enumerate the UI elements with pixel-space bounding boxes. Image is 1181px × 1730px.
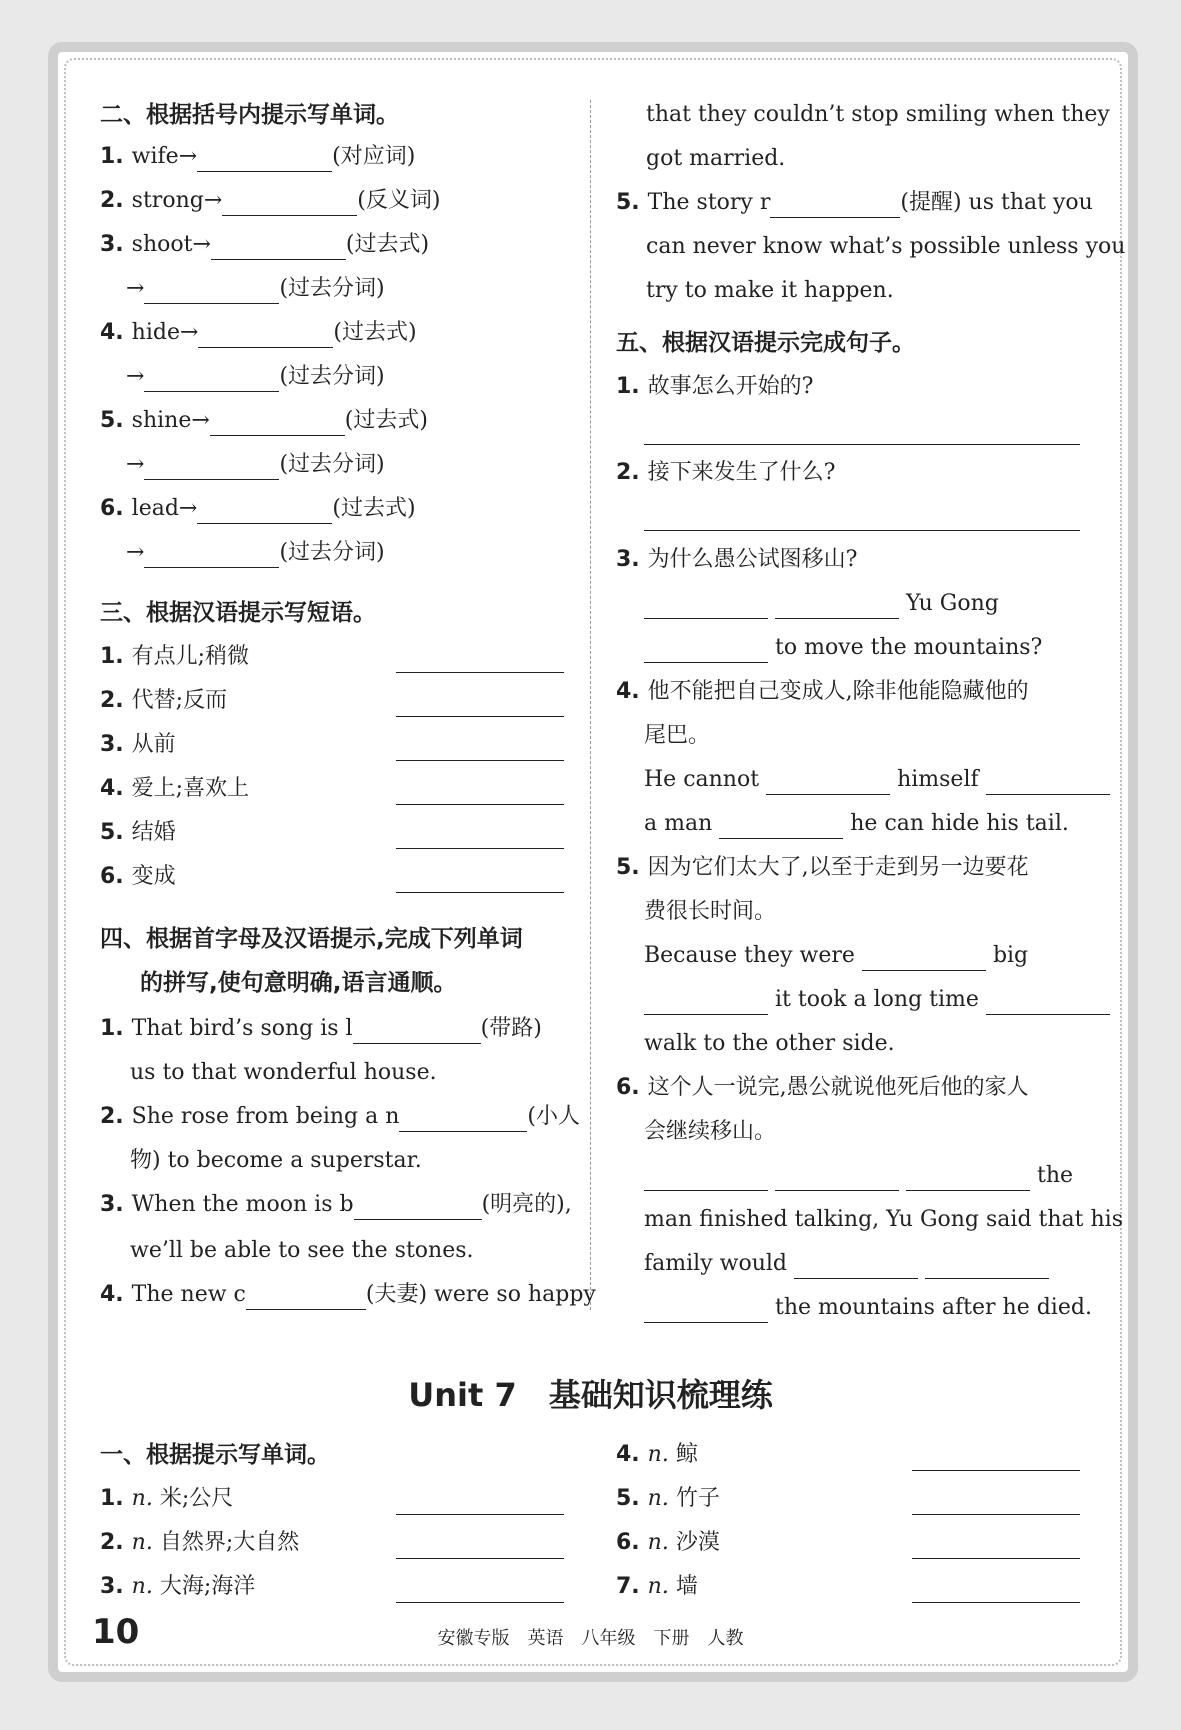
answer-blank[interactable] <box>353 1017 481 1044</box>
answer-blank[interactable] <box>144 277 279 304</box>
s4-heading-line2: 的拼写,使句意明确,语言通顺。 <box>140 970 457 996</box>
s5-q4-line2: a man he can hide his tail. <box>644 809 1069 839</box>
s3-item-5: 5. 结婚 <box>100 820 176 845</box>
answer-blank[interactable] <box>198 321 333 348</box>
answer-blank[interactable] <box>396 804 564 805</box>
s3-item-1: 1. 有点儿;稍微 <box>100 644 250 669</box>
answer-blank[interactable] <box>912 1602 1080 1603</box>
s5-q5: 5. 因为它们太大了,以至于走到另一边要花 <box>616 855 1029 880</box>
s2-item-4-sub: → (过去分词) <box>126 362 385 392</box>
answer-blank[interactable] <box>144 365 279 392</box>
answer-blank[interactable] <box>210 409 345 436</box>
page-number: 10 <box>92 1612 140 1652</box>
column-divider <box>590 100 591 1310</box>
unit-item-3: 3. n. 大海;海洋 <box>100 1574 256 1599</box>
s5-q2: 2. 接下来发生了什么? <box>616 460 836 485</box>
answer-blank[interactable] <box>912 1514 1080 1515</box>
s5-q3: 3. 为什么愚公试图移山? <box>616 547 858 572</box>
unit-item-2: 2. n. 自然界;大自然 <box>100 1530 300 1555</box>
unit-heading: 一、根据提示写单词。 <box>100 1442 330 1468</box>
s5-q6-line3: family would <box>644 1249 1049 1279</box>
unit-item-1: 1. n. 米;公尺 <box>100 1486 234 1511</box>
answer-blank[interactable] <box>912 1470 1080 1471</box>
s5-heading: 五、根据汉语提示完成句子。 <box>616 330 915 356</box>
answer-blank[interactable] <box>197 497 332 524</box>
answer-blank[interactable] <box>396 760 564 761</box>
s3-item-6: 6. 变成 <box>100 864 176 889</box>
answer-blank[interactable] <box>222 189 357 216</box>
answer-blank[interactable] <box>211 233 346 260</box>
s5-q5-line1: Because they were big <box>644 941 1028 971</box>
answer-blank[interactable] <box>144 541 279 568</box>
s4-q4: 4. The new c (夫妻) were so happy <box>100 1280 596 1310</box>
answer-blank[interactable] <box>644 592 768 619</box>
s2-item-1: 1. wife→ (对应词) <box>100 142 415 172</box>
answer-blank[interactable] <box>770 191 900 218</box>
answer-blank[interactable] <box>396 892 564 893</box>
s5-q4: 4. 他不能把自己变成人,除非他能隐藏他的 <box>616 679 1029 704</box>
answer-blank[interactable] <box>144 453 279 480</box>
s4-q3-cont: we’ll be able to see the stones. <box>130 1238 474 1263</box>
s5-q5-line2: it took a long time <box>644 985 1110 1015</box>
answer-blank[interactable] <box>794 1252 918 1279</box>
answer-blank[interactable] <box>986 988 1110 1015</box>
s4-q1-cont: us to that wonderful house. <box>130 1060 437 1085</box>
s2-item-6: 6. lead→ (过去式) <box>100 494 416 524</box>
answer-blank[interactable] <box>396 672 564 673</box>
s4-q5-cont2: try to make it happen. <box>646 278 894 303</box>
s5-q3-line1: Yu Gong <box>644 589 999 619</box>
answer-blank[interactable] <box>862 944 986 971</box>
s2-item-5-sub: → (过去分词) <box>126 450 385 480</box>
answer-blank[interactable] <box>396 1602 564 1603</box>
answer-blank[interactable] <box>766 768 890 795</box>
s2-item-3-sub: → (过去分词) <box>126 274 385 304</box>
s3-item-2: 2. 代替;反而 <box>100 688 228 713</box>
footer-text: 安徽专版 英语 八年级 下册 人教 <box>437 1628 744 1649</box>
answer-blank[interactable] <box>775 1164 899 1191</box>
unit-item-6: 6. n. 沙漠 <box>616 1530 720 1555</box>
s4-q4-cont2: got married. <box>646 146 786 171</box>
answer-blank[interactable] <box>396 1558 564 1559</box>
answer-blank[interactable] <box>399 1105 527 1132</box>
s3-heading: 三、根据汉语提示写短语。 <box>100 600 376 626</box>
answer-blank[interactable] <box>354 1193 482 1220</box>
answer-line[interactable] <box>644 530 1080 531</box>
answer-blank[interactable] <box>644 1296 768 1323</box>
s4-q5-cont1: can never know what’s possible unless you <box>646 234 1126 259</box>
s5-q6-zh2: 会继续移山。 <box>644 1119 777 1144</box>
answer-blank[interactable] <box>906 1164 1030 1191</box>
s5-q6-line2: man finished talking, Yu Gong said that his <box>644 1207 1123 1232</box>
answer-blank[interactable] <box>912 1558 1080 1559</box>
s4-q3: 3. When the moon is b (明亮的), <box>100 1190 572 1220</box>
s5-q5-zh2: 费很长时间。 <box>644 899 777 924</box>
s4-q2-cont: 物) to become a superstar. <box>130 1148 422 1173</box>
s5-q3-line2: to move the mountains? <box>644 633 1042 663</box>
s5-q1: 1. 故事怎么开始的? <box>616 374 814 399</box>
unit-item-7: 7. n. 墙 <box>616 1574 698 1599</box>
s2-item-2: 2. strong→ (反义词) <box>100 186 440 216</box>
s3-item-4: 4. 爱上;喜欢上 <box>100 776 250 801</box>
s3-item-3: 3. 从前 <box>100 732 176 757</box>
answer-blank[interactable] <box>644 636 768 663</box>
answer-blank[interactable] <box>396 1514 564 1515</box>
s4-q4-cont1: that they couldn’t stop smiling when they <box>646 102 1110 127</box>
answer-blank[interactable] <box>396 716 564 717</box>
s5-q6: 6. 这个人一说完,愚公就说他死后他的家人 <box>616 1075 1029 1100</box>
s2-item-4: 4. hide→ (过去式) <box>100 318 417 348</box>
s5-q6-line1: the <box>644 1161 1073 1191</box>
answer-blank[interactable] <box>925 1252 1049 1279</box>
answer-blank[interactable] <box>246 1283 366 1310</box>
unit-item-4: 4. n. 鲸 <box>616 1442 698 1467</box>
s4-q1: 1. That bird’s song is l (带路) <box>100 1014 542 1044</box>
s2-item-6-sub: → (过去分词) <box>126 538 385 568</box>
answer-blank[interactable] <box>396 848 564 849</box>
unit-item-5: 5. n. 竹子 <box>616 1486 720 1511</box>
s2-item-5: 5. shine→ (过去式) <box>100 406 428 436</box>
answer-line[interactable] <box>644 444 1080 445</box>
s5-q4-zh2: 尾巴。 <box>644 723 711 748</box>
answer-blank[interactable] <box>775 592 899 619</box>
answer-blank[interactable] <box>719 812 843 839</box>
s5-q5-line3: walk to the other side. <box>644 1031 895 1056</box>
s2-item-3: 3. shoot→ (过去式) <box>100 230 429 260</box>
answer-blank[interactable] <box>986 768 1110 795</box>
answer-blank[interactable] <box>644 1164 768 1191</box>
s4-heading-line1: 四、根据首字母及汉语提示,完成下列单词 <box>100 926 523 952</box>
s2-heading: 二、根据括号内提示写单词。 <box>100 102 399 128</box>
answer-blank[interactable] <box>644 988 768 1015</box>
unit-title: Unit 7 基础知识梳理练 <box>408 1376 773 1414</box>
s4-q2: 2. She rose from being a n (小人 <box>100 1102 580 1132</box>
s5-q4-line1: He cannot himself <box>644 765 1110 795</box>
answer-blank[interactable] <box>197 145 332 172</box>
s5-q6-line4: the mountains after he died. <box>644 1293 1092 1323</box>
s4-q5: 5. The story r (提醒) us that you <box>616 188 1093 218</box>
